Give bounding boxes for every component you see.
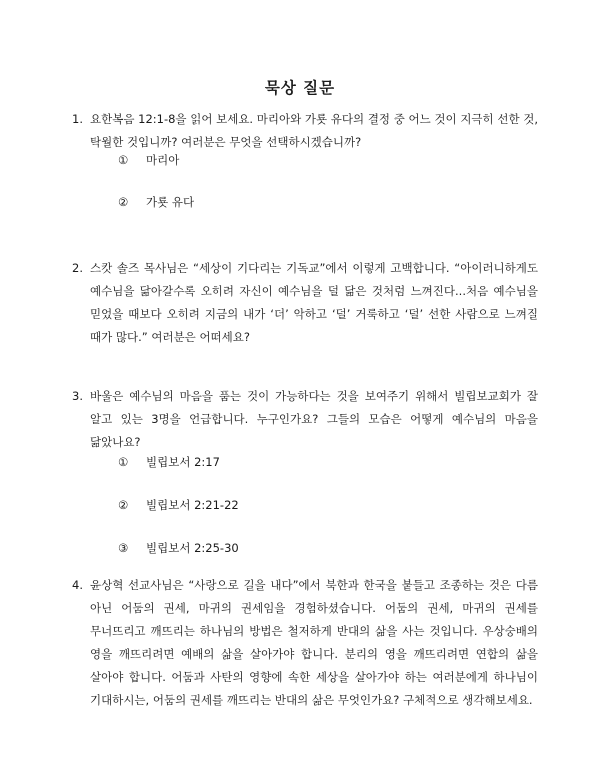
option-label: 가룟 유다: [146, 195, 195, 209]
option-marker: ③: [118, 541, 129, 555]
option-item: [118, 496, 239, 514]
question-3: [72, 385, 538, 454]
option-item: [118, 151, 179, 169]
question-4: [72, 574, 538, 712]
question-2: [72, 257, 538, 349]
question-text: 스캇 솔즈 목사님은 “세상이 기다리는 기독교”에서 이렇게 고백합니다. “아이러니하게도 예수님을 닮아갈수록 오히려 자신이 예수님을 덜 닮은 것처럼 느껴진다...처음 예수님을 믿었을 때보다 오히려 지금의 내가 ‘더’ 악하고 ‘덜’ 거룩하고 ‘덜’ 선한 사람으로 느껴질 때가 많다.” 여러분은 어떠세요?: [90, 261, 538, 344]
option-label: 빌립보서 2:25-30: [146, 541, 239, 555]
option-item: [118, 539, 239, 557]
question-text: 요한복음 12:1-8을 읽어 보세요. 마리아와 가룟 유다의 결정 중 어느 것이 지극히 선한 것, 탁월한 것입니까? 여러분은 무엇을 선택하시겠습니까?: [90, 112, 538, 149]
question-number: 3.: [72, 389, 83, 403]
question-text: 윤상혁 선교사님은 “사랑으로 길을 내다”에서 북한과 한국을 붙들고 조종하는 것은 다름 아닌 어둠의 권세, 마귀의 권세임을 경험하셨습니다. 어둠의 권세, 마귀의 권세를 무너뜨리고 깨뜨리는 하나님의 방법은 철저하게 반대의 삶을 사는 것입니다. 우상숭배의 영을 깨뜨리려면 예배의 삶을 살아가야 합니다. 분리의 영을 깨뜨리려면 연합의 삶을 살아야 합니다. 어둠과 사탄의 영향에 속한 세상을 살아가야 하는 여러분에게 하나님이 기대하시는, 어둠의 권세를 깨뜨리는 반대의 삶은 무엇인가요? 구체적으로 생각해보세요.: [90, 578, 538, 707]
option-label: 빌립보서 2:21-22: [146, 498, 239, 512]
option-marker: ①: [118, 455, 129, 469]
option-item: [118, 193, 194, 211]
page-title: 묵상 질문: [264, 79, 336, 97]
option-label: 빌립보서 2:17: [146, 455, 220, 469]
option-marker: ②: [118, 498, 129, 512]
option-marker: ①: [118, 153, 129, 167]
option-label: 마리아: [146, 153, 180, 167]
question-number: 4.: [72, 578, 83, 592]
option-item: [118, 453, 220, 471]
question-1: [72, 108, 538, 154]
option-marker: ②: [118, 195, 129, 209]
question-text: 바울은 예수님의 마음을 품는 것이 가능하다는 것을 보여주기 위해서 빌립보교회가 잘 알고 있는 3명을 언급합니다. 누구인가요? 그들의 모습은 어떻게 예수님의 마음을 닮았나요?: [90, 389, 538, 449]
question-number: 2.: [72, 261, 83, 275]
question-number: 1.: [72, 112, 83, 126]
